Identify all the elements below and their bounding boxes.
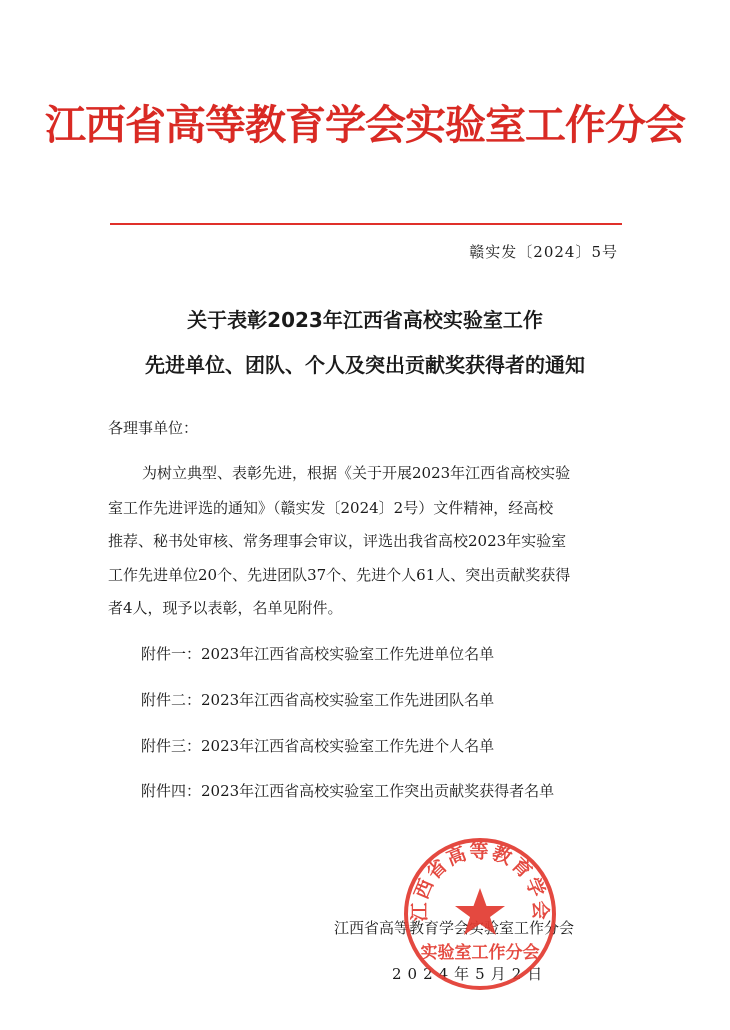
masthead-org-name: 江西省高等教育学会实验室工作分会 — [45, 101, 685, 149]
notice-title-line-2: 先进单位、团队、个人及突出贡献奖获得者的通知 — [145, 353, 585, 377]
attachment-item-2: 附件二：2023年江西省高校实验室工作先进团队名单 — [141, 691, 495, 709]
body-paragraph-line: 推荐、秘书处审核、常务理事会审议，评选出我省高校2023年实验室 — [108, 532, 567, 550]
seal-inner-text: 实验室工作分会 — [420, 943, 540, 963]
attachment-item-4: 附件四：2023年江西省高校实验室工作突出贡献奖获得者名单 — [141, 782, 555, 800]
attachment-item-1: 附件一：2023年江西省高校实验室工作先进单位名单 — [141, 645, 495, 663]
body-paragraph-line: 者4人，现予以表彰，名单见附件。 — [108, 599, 343, 617]
document-number: 赣实发〔2024〕5号 — [469, 243, 618, 261]
body-paragraph-line: 工作先进单位20个、先进团队37个、先进个人61人、突出贡献奖获得 — [108, 566, 571, 584]
signature-date: 2024年5月2日 — [392, 965, 549, 983]
seal-arc-text: 江西省高等教育学会 — [408, 840, 552, 922]
body-paragraph-line: 为树立典型、表彰先进，根据《关于开展2023年江西省高校实验 — [142, 464, 571, 482]
seal-star-icon — [455, 888, 505, 935]
official-seal — [402, 836, 558, 992]
body-paragraph-line: 室工作先进评选的通知》（赣实发〔2024〕2号）文件精神，经高校 — [108, 499, 554, 517]
notice-title-line-1: 关于表彰2023年江西省高校实验室工作 — [187, 308, 543, 332]
salutation: 各理事单位： — [108, 419, 199, 437]
header-red-rule — [110, 223, 622, 225]
signature-org: 江西省高等教育学会实验室工作分会 — [334, 919, 575, 937]
attachment-item-3: 附件三：2023年江西省高校实验室工作先进个人名单 — [141, 737, 495, 755]
